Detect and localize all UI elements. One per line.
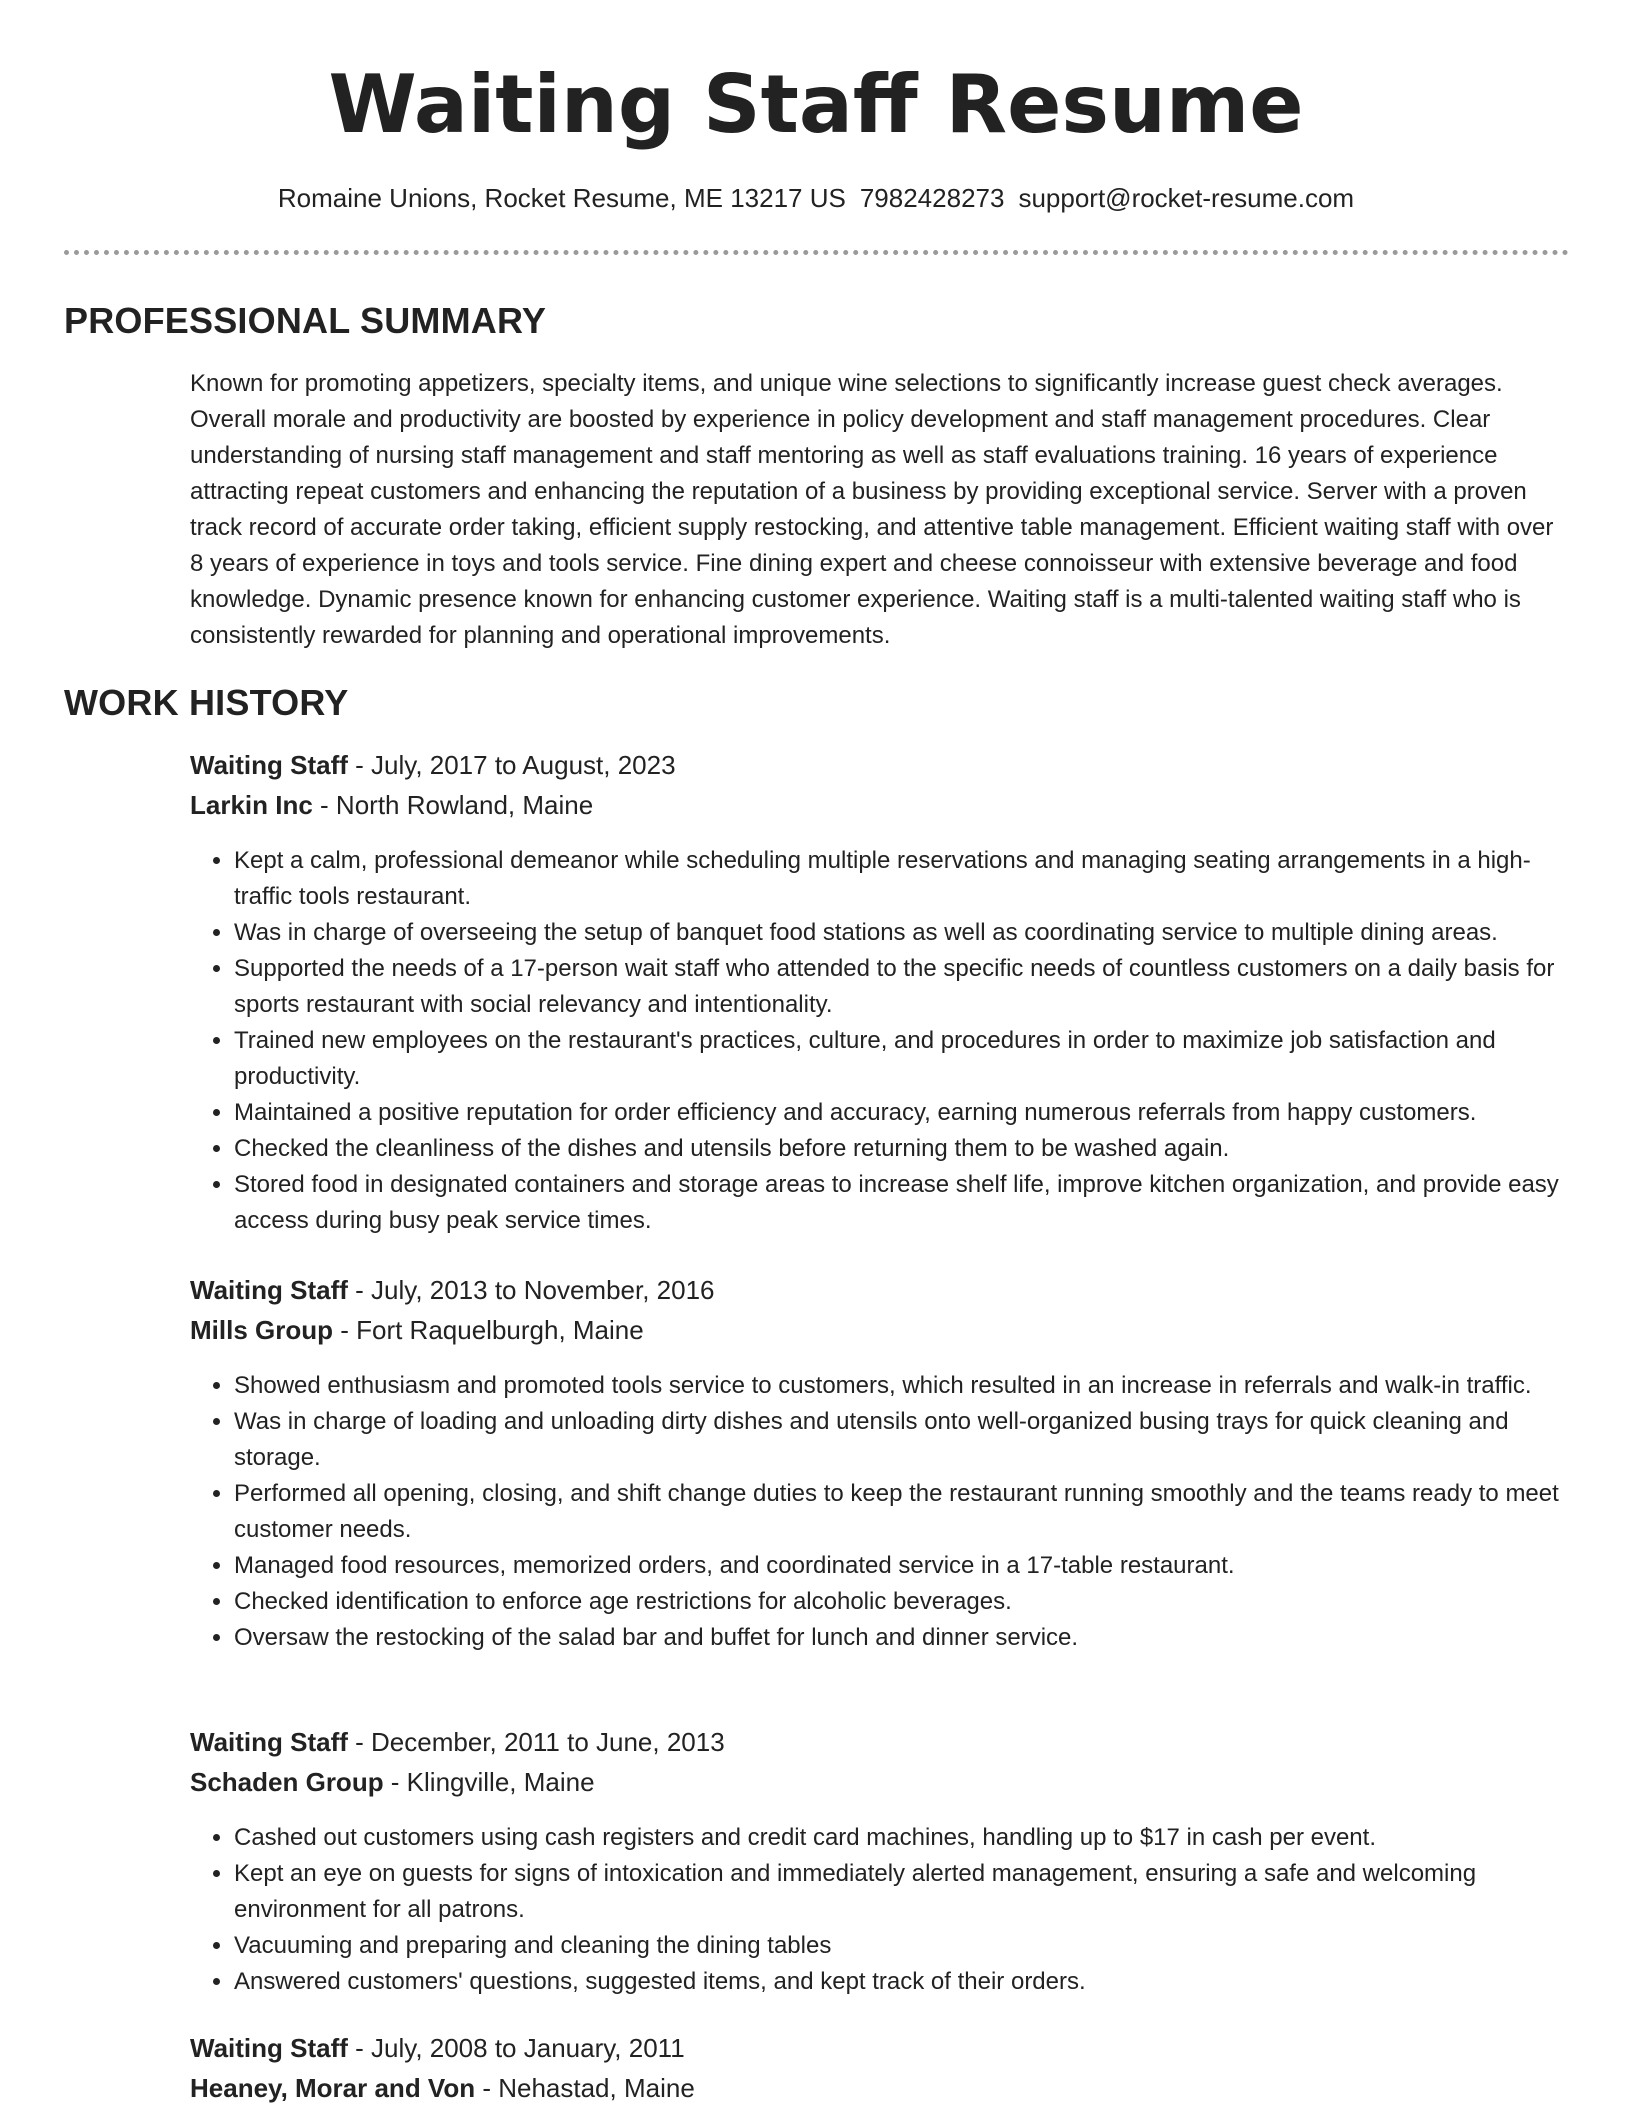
header-divider [64, 250, 1569, 255]
job-bullet: • Oversaw the restocking of the salad bar and buffet for lunch and dinner service. [234, 1620, 1570, 1656]
job-bullet: • Kept an eye on guests for signs of intoxication and immediately alerted management, ensuring a safe and welcoming environment for all patrons. [234, 1856, 1570, 1928]
job-dates: - July, 2013 to November, 2016 [347, 1275, 715, 1305]
job-dates: - July, 2017 to August, 2023 [347, 750, 676, 780]
job-company: Schaden Group [190, 1767, 384, 1797]
job-company-line [190, 1310, 1570, 1350]
job-title: Waiting Staff [190, 2033, 348, 2063]
job-bullet: • Answered customers' questions, suggested items, and kept track of their orders. [234, 1964, 1570, 2000]
job-entry [190, 745, 1570, 1239]
summary-text: Known for promoting appetizers, specialty items, and unique wine selections to significantly increase guest check averages. Overall morale and productivity are boosted by experience in policy development and staff management procedures. Clear understanding of nursing staff management and staff mentoring as well as staff evaluations training. 16 years of experience attracting repeat customers and enhancing the reputation of a business by providing exceptional service. Server with a proven track record of accurate order taking, efficient supply restocking, and attentive table management. Efficient waiting staff with over 8 years of experience in toys and tools service. Fine dining expert and cheese connoisseur with extensive beverage and food knowledge. Dynamic presence known for enhancing customer experience. Waiting staff is a multi-talented waiting staff who is consistently rewarded for planning and operational improvements. [190, 370, 1554, 649]
job-company-line [190, 1762, 1570, 1802]
job-title-line [190, 745, 1570, 785]
job-location: - North Rowland, Maine [312, 790, 594, 820]
job-bullet: • Supported the needs of a 17-person wait staff who attended to the specific needs of countless customers on a daily basis for sports restaurant with social relevancy and intentionality. [234, 951, 1570, 1023]
job-title: Waiting Staff [190, 1727, 348, 1757]
job-title: Waiting Staff [190, 750, 348, 780]
job-bullet: • Checked the cleanliness of the dishes and utensils before returning them to be washed again. [234, 1131, 1570, 1167]
contact-address: Romaine Unions, Rocket Resume, ME 13217 US [277, 183, 846, 213]
job-bullet: • Maintained a positive reputation for order efficiency and accuracy, earning numerous referrals from happy customers. [234, 1095, 1570, 1131]
job-location: - Klingville, Maine [383, 1767, 595, 1797]
job-company-line [190, 2068, 1570, 2108]
job-company-line [190, 785, 1570, 825]
job-bullets [190, 1820, 1570, 2000]
job-dates: - July, 2008 to January, 2011 [347, 2033, 685, 2063]
job-bullet: • Performed all opening, closing, and shift change duties to keep the restaurant running smoothly and the teams ready to meet customer needs. [234, 1476, 1570, 1548]
job-dates: - December, 2011 to June, 2013 [347, 1727, 725, 1757]
job-entry [190, 1270, 1570, 1656]
resume-title: Waiting Staff Resume [328, 58, 1304, 151]
contact-email: support@rocket-resume.com [1018, 183, 1355, 213]
contact-phone: 7982428273 [859, 183, 1005, 213]
contact-line [0, 180, 1632, 216]
job-company: Mills Group [190, 1315, 333, 1345]
job-bullet: • Cashed out customers using cash registers and credit card machines, handling up to $17 in cash per event. [234, 1820, 1570, 1856]
job-bullets [190, 843, 1570, 1239]
job-location: - Nehastad, Maine [475, 2073, 695, 2103]
job-title-line [190, 1270, 1570, 1310]
job-bullet: • Stored food in designated containers and storage areas to increase shelf life, improve kitchen organization, and provide easy access during busy peak service times. [234, 1167, 1570, 1239]
job-entry [190, 2028, 1570, 2108]
job-bullet: • Showed enthusiasm and promoted tools service to customers, which resulted in an increase in referrals and walk-in traffic. [234, 1368, 1570, 1404]
job-bullet: • Managed food resources, memorized orders, and coordinated service in a 17-table restaurant. [234, 1548, 1570, 1584]
job-title-line [190, 1722, 1570, 1762]
job-bullet: • Checked identification to enforce age restrictions for alcoholic beverages. [234, 1584, 1570, 1620]
job-title-line [190, 2028, 1570, 2068]
job-bullet: • Trained new employees on the restaurant's practices, culture, and procedures in order to maximize job satisfaction and productivity. [234, 1023, 1570, 1095]
summary-heading: PROFESSIONAL SUMMARY [64, 300, 547, 341]
job-title: Waiting Staff [190, 1275, 348, 1305]
work-history-heading: WORK HISTORY [64, 682, 349, 723]
job-bullet: • Was in charge of loading and unloading dirty dishes and utensils onto well-organized busing trays for quick cleaning and storage. [234, 1404, 1570, 1476]
job-company: Heaney, Morar and Von [190, 2073, 476, 2103]
job-bullet: • Kept a calm, professional demeanor while scheduling multiple reservations and managing seating arrangements in a high-traffic tools restaurant. [234, 843, 1570, 915]
job-bullet: • Vacuuming and preparing and cleaning the dining tables [234, 1928, 1570, 1964]
job-location: - Fort Raquelburgh, Maine [333, 1315, 644, 1345]
job-entry [190, 1722, 1570, 2000]
job-bullet: • Was in charge of overseeing the setup of banquet food stations as well as coordinating service to multiple dining areas. [234, 915, 1570, 951]
job-bullets [190, 1368, 1570, 1656]
job-company: Larkin Inc [190, 790, 313, 820]
